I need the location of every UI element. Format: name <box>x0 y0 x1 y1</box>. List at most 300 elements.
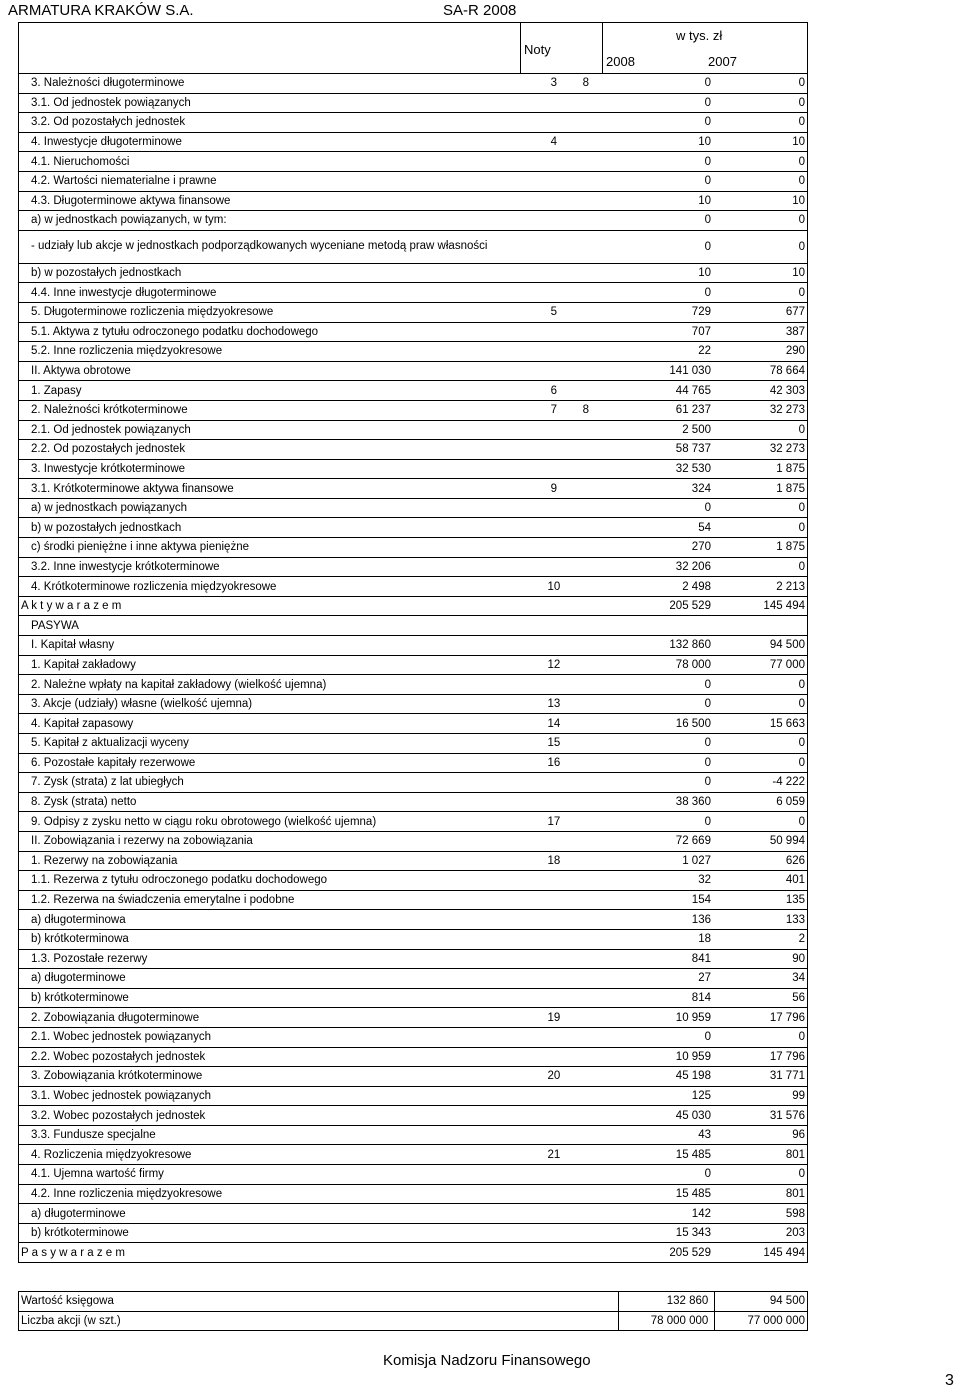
row-notes <box>536 1067 623 1087</box>
row-notes <box>536 171 623 191</box>
table-row <box>19 361 808 381</box>
year1-header: 2008 <box>606 54 635 69</box>
value-2008: 136 <box>623 910 717 930</box>
row-label: 4. Krótkoterminowe rozliczenia międzyokresowe <box>19 577 536 597</box>
row-label: 2.2. Od pozostałych jednostek <box>19 440 536 460</box>
value-2008: 10 <box>623 191 717 211</box>
value-2008: 205 529 <box>623 596 717 616</box>
row-notes <box>536 420 623 440</box>
note-ref: 20 <box>547 1070 561 1083</box>
row-label: a) w jednostkach powiązanych <box>19 498 536 518</box>
table-row <box>19 263 808 283</box>
row-notes <box>536 734 623 754</box>
value-2007: 2 213 <box>717 577 808 597</box>
note-ref: 14 <box>547 717 561 730</box>
row-label: 4. Kapitał zapasowy <box>19 714 536 734</box>
value-2007: 133 <box>717 910 808 930</box>
row-label: 1. Zapasy <box>19 381 536 401</box>
row-notes <box>536 792 623 812</box>
table-row <box>19 538 808 558</box>
value-2007: 6 059 <box>717 792 808 812</box>
table-row <box>19 890 808 910</box>
row-label: b) krótkoterminowe <box>19 988 536 1008</box>
row-label: 4.4. Inne inwestycje długoterminowe <box>19 283 536 303</box>
value-2007: 0 <box>717 518 808 538</box>
table-row <box>19 171 808 191</box>
table-row <box>19 577 808 597</box>
value-2007: 1 875 <box>717 479 808 499</box>
table-row <box>19 988 808 1008</box>
row-label: a) w jednostkach powiązanych, w tym: <box>19 211 536 231</box>
value-2007: 0 <box>717 230 808 263</box>
row-label: 5. Długoterminowe rozliczenia międzyokresowe <box>19 302 536 322</box>
row-label: 3. Należności długoterminowe <box>19 74 536 93</box>
value-2007: 32 273 <box>717 400 808 420</box>
row-notes <box>536 1106 623 1126</box>
value-2008: 18 <box>623 929 717 949</box>
unit-header: w tys. zł <box>676 28 723 43</box>
note-ref: 16 <box>547 756 561 769</box>
row-notes <box>536 1184 623 1204</box>
row-notes <box>536 322 623 342</box>
note-ref: 19 <box>547 1011 561 1024</box>
value-2008: 58 737 <box>623 440 717 460</box>
row-notes <box>536 93 623 113</box>
value-2008: 125 <box>623 1086 717 1106</box>
value-2008: 45 030 <box>623 1106 717 1126</box>
row-label: 4. Inwestycje długoterminowe <box>19 132 536 152</box>
value-2008: 0 <box>623 1027 717 1047</box>
value-2008: 22 <box>623 342 717 362</box>
table-row <box>19 1067 808 1087</box>
value-2007: 0 <box>717 171 808 191</box>
row-label: 1. Kapitał zakładowy <box>19 655 536 675</box>
value-2007: 0 <box>717 74 808 93</box>
row-notes <box>536 1165 623 1185</box>
row-notes <box>536 1086 623 1106</box>
value-2007: 1 875 <box>717 538 808 558</box>
row-label: 2.2. Wobec pozostałych jednostek <box>19 1047 536 1067</box>
table-row <box>19 322 808 342</box>
row-label: 3.2. Od pozostałych jednostek <box>19 113 536 133</box>
value-2007: 0 <box>717 675 808 695</box>
row-label: 2. Zobowiązania długoterminowe <box>19 1008 536 1028</box>
row-label: 9. Odpisy z zysku netto w ciągu roku obrotowego (wielkość ujemna) <box>19 812 536 832</box>
row-notes <box>536 113 623 133</box>
value-2008: 0 <box>623 113 717 133</box>
row-notes <box>536 230 623 263</box>
value-2007 <box>717 616 808 636</box>
row-label: b) w pozostałych jednostkach <box>19 263 536 283</box>
table-row <box>19 1165 808 1185</box>
row-label: 3. Zobowiązania krótkoterminowe <box>19 1067 536 1087</box>
value-2007: 50 994 <box>717 831 808 851</box>
table-row <box>19 969 808 989</box>
value-2007: 801 <box>717 1184 808 1204</box>
summary-row <box>19 1311 808 1331</box>
notes-header: Noty <box>524 42 551 57</box>
table-row <box>19 113 808 133</box>
note-ref: 6 <box>550 384 558 397</box>
note-ref: 12 <box>547 658 561 671</box>
row-notes <box>536 459 623 479</box>
table-row <box>19 694 808 714</box>
row-label: 5. Kapitał z aktualizacji wyceny <box>19 734 536 754</box>
table-row <box>19 381 808 401</box>
table-row <box>19 792 808 812</box>
value-2008: 0 <box>623 211 717 231</box>
value-2007: 0 <box>717 420 808 440</box>
row-label: 4.3. Długoterminowe aktywa finansowe <box>19 191 536 211</box>
row-notes <box>536 1243 623 1263</box>
value-2008: 324 <box>623 479 717 499</box>
row-notes <box>536 302 623 322</box>
value-2007: 10 <box>717 132 808 152</box>
value-2007: 0 <box>717 283 808 303</box>
table-row <box>19 440 808 460</box>
value-2007: 0 <box>717 1027 808 1047</box>
value-2007: 0 <box>717 1165 808 1185</box>
table-row <box>19 302 808 322</box>
table-row <box>19 1223 808 1243</box>
value-2007: 17 796 <box>717 1047 808 1067</box>
row-label: 1.2. Rezerwa na świadczenia emerytalne i podobne <box>19 890 536 910</box>
summary-value-2008: 132 860 <box>618 1292 715 1312</box>
value-2007: 145 494 <box>717 1243 808 1263</box>
row-label: P a s y w a r a z e m <box>19 1243 536 1263</box>
table-row <box>19 283 808 303</box>
row-notes <box>536 1145 623 1165</box>
summary-value-2007: 94 500 <box>715 1292 808 1312</box>
row-notes <box>536 211 623 231</box>
value-2008: 707 <box>623 322 717 342</box>
table-row <box>19 851 808 871</box>
value-2007: 32 273 <box>717 440 808 460</box>
note-ref: 9 <box>550 482 558 495</box>
table-row <box>19 342 808 362</box>
table-row <box>19 636 808 656</box>
balance-sheet-table <box>18 74 808 1263</box>
row-label: 2.1. Wobec jednostek powiązanych <box>19 1027 536 1047</box>
value-2008: 32 530 <box>623 459 717 479</box>
table-row <box>19 459 808 479</box>
row-notes <box>536 1047 623 1067</box>
row-label: 1. Rezerwy na zobowiązania <box>19 851 536 871</box>
value-2007: 801 <box>717 1145 808 1165</box>
value-2008: 32 <box>623 871 717 891</box>
value-2007: 387 <box>717 322 808 342</box>
row-label: 3. Inwestycje krótkoterminowe <box>19 459 536 479</box>
value-2008: 15 343 <box>623 1223 717 1243</box>
table-row <box>19 132 808 152</box>
value-2008: 0 <box>623 1165 717 1185</box>
value-2008: 0 <box>623 753 717 773</box>
value-2007: 0 <box>717 498 808 518</box>
value-2007: 0 <box>717 812 808 832</box>
value-2007: 290 <box>717 342 808 362</box>
value-2008: 0 <box>623 498 717 518</box>
table-row <box>19 655 808 675</box>
table-row <box>19 230 808 263</box>
value-2008: 16 500 <box>623 714 717 734</box>
row-notes <box>536 381 623 401</box>
table-row <box>19 400 808 420</box>
value-2008: 0 <box>623 152 717 172</box>
row-notes <box>536 714 623 734</box>
value-2007: 0 <box>717 753 808 773</box>
table-row <box>19 753 808 773</box>
row-notes <box>536 812 623 832</box>
row-label: II. Aktywa obrotowe <box>19 361 536 381</box>
value-2007: 0 <box>717 557 808 577</box>
value-2007: -4 222 <box>717 773 808 793</box>
value-2007: 0 <box>717 694 808 714</box>
value-2007: 56 <box>717 988 808 1008</box>
row-label: 3.2. Inne inwestycje krótkoterminowe <box>19 557 536 577</box>
table-row <box>19 871 808 891</box>
row-label: 4. Rozliczenia międzyokresowe <box>19 1145 536 1165</box>
row-label: 5.2. Inne rozliczenia międzyokresowe <box>19 342 536 362</box>
table-row <box>19 1008 808 1028</box>
note-ref: 10 <box>547 580 561 593</box>
value-2008: 10 <box>623 263 717 283</box>
table-row <box>19 773 808 793</box>
row-label: a) długoterminowe <box>19 1204 536 1224</box>
value-2008: 814 <box>623 988 717 1008</box>
value-2008: 729 <box>623 302 717 322</box>
value-2008: 205 529 <box>623 1243 717 1263</box>
row-notes <box>536 616 623 636</box>
table-row <box>19 910 808 930</box>
note-ref-secondary: 8 <box>582 404 590 417</box>
row-notes <box>536 152 623 172</box>
value-2007: 0 <box>717 734 808 754</box>
page-number: 3 <box>945 1372 954 1389</box>
row-label: 6. Pozostałe kapitały rezerwowe <box>19 753 536 773</box>
row-notes <box>536 263 623 283</box>
row-notes <box>536 851 623 871</box>
value-2008: 15 485 <box>623 1145 717 1165</box>
value-2007: 677 <box>717 302 808 322</box>
value-2007: 99 <box>717 1086 808 1106</box>
table-row <box>19 1184 808 1204</box>
table-row <box>19 1086 808 1106</box>
value-2008: 78 000 <box>623 655 717 675</box>
value-2008: 0 <box>623 675 717 695</box>
row-notes <box>536 577 623 597</box>
table-row <box>19 74 808 93</box>
table-row <box>19 831 808 851</box>
value-2007: 598 <box>717 1204 808 1224</box>
table-row <box>19 93 808 113</box>
table-row <box>19 152 808 172</box>
row-notes <box>536 518 623 538</box>
value-2008: 27 <box>623 969 717 989</box>
value-2007: 0 <box>717 113 808 133</box>
table-row <box>19 616 808 636</box>
column-header <box>18 22 808 74</box>
value-2007: 145 494 <box>717 596 808 616</box>
row-label: A k t y w a r a z e m <box>19 596 536 616</box>
value-2008: 141 030 <box>623 361 717 381</box>
table-row <box>19 714 808 734</box>
value-2008: 0 <box>623 171 717 191</box>
value-2007: 77 000 <box>717 655 808 675</box>
value-2008: 132 860 <box>623 636 717 656</box>
value-2008: 44 765 <box>623 381 717 401</box>
row-notes <box>536 871 623 891</box>
value-2008: 0 <box>623 74 717 93</box>
value-2008: 0 <box>623 812 717 832</box>
row-notes <box>536 132 623 152</box>
row-label: 3.2. Wobec pozostałych jednostek <box>19 1106 536 1126</box>
row-label: a) długoterminowe <box>19 969 536 989</box>
summary-table <box>18 1291 808 1331</box>
row-notes <box>536 283 623 303</box>
report-code: SA-R 2008 <box>443 2 517 19</box>
table-row <box>19 191 808 211</box>
table-row <box>19 1027 808 1047</box>
row-notes <box>536 479 623 499</box>
row-label: a) długoterminowa <box>19 910 536 930</box>
note-ref: 21 <box>547 1148 561 1161</box>
value-2008: 0 <box>623 773 717 793</box>
table-row <box>19 518 808 538</box>
row-notes <box>536 1027 623 1047</box>
value-2007: 96 <box>717 1125 808 1145</box>
row-notes <box>536 949 623 969</box>
value-2007: 203 <box>717 1223 808 1243</box>
value-2008: 2 500 <box>623 420 717 440</box>
table-row <box>19 1047 808 1067</box>
row-notes <box>536 1223 623 1243</box>
note-ref: 5 <box>550 306 558 319</box>
row-label: 7. Zysk (strata) z lat ubiegłych <box>19 773 536 793</box>
row-notes <box>536 1008 623 1028</box>
table-row <box>19 929 808 949</box>
summary-value-2007: 77 000 000 <box>715 1311 808 1331</box>
summary-label: Wartość księgowa <box>19 1292 619 1312</box>
value-2007: 0 <box>717 152 808 172</box>
row-label: 2.1. Od jednostek powiązanych <box>19 420 536 440</box>
value-2007: 15 663 <box>717 714 808 734</box>
row-notes <box>536 557 623 577</box>
row-notes <box>536 596 623 616</box>
table-row <box>19 675 808 695</box>
row-notes <box>536 694 623 714</box>
table-row <box>19 498 808 518</box>
table-row <box>19 557 808 577</box>
row-notes <box>536 191 623 211</box>
row-notes <box>536 969 623 989</box>
table-row <box>19 1145 808 1165</box>
row-label: b) krótkoterminowa <box>19 929 536 949</box>
summary-row <box>19 1292 808 1312</box>
row-label: 4.2. Inne rozliczenia międzyokresowe <box>19 1184 536 1204</box>
row-notes <box>536 773 623 793</box>
value-2008: 0 <box>623 283 717 303</box>
row-notes <box>536 753 623 773</box>
footer-org: Komisja Nadzoru Finansowego <box>383 1352 591 1369</box>
row-notes <box>536 498 623 518</box>
value-2008: 2 498 <box>623 577 717 597</box>
row-notes <box>536 910 623 930</box>
value-2007: 0 <box>717 211 808 231</box>
row-label: 3. Akcje (udziały) własne (wielkość ujemna) <box>19 694 536 714</box>
value-2007: 10 <box>717 191 808 211</box>
row-label: 2. Należne wpłaty na kapitał zakładowy (wielkość ujemna) <box>19 675 536 695</box>
value-2008: 54 <box>623 518 717 538</box>
table-row <box>19 420 808 440</box>
row-notes <box>536 988 623 1008</box>
row-label: 3.1. Od jednostek powiązanych <box>19 93 536 113</box>
row-notes <box>536 675 623 695</box>
row-label: b) krótkoterminowe <box>19 1223 536 1243</box>
value-2008: 0 <box>623 93 717 113</box>
note-ref: 15 <box>547 737 561 750</box>
row-notes <box>536 636 623 656</box>
row-notes <box>536 655 623 675</box>
note-ref: 13 <box>547 698 561 711</box>
note-ref: 18 <box>547 854 561 867</box>
table-row <box>19 1125 808 1145</box>
row-label: 1.1. Rezerwa z tytułu odroczonego podatku dochodowego <box>19 871 536 891</box>
row-label: c) środki pieniężne i inne aktywa pieniężne <box>19 538 536 558</box>
table-row <box>19 812 808 832</box>
value-2007: 0 <box>717 93 808 113</box>
row-label: 1.3. Pozostałe rezerwy <box>19 949 536 969</box>
row-label: 3.1. Krótkoterminowe aktywa finansowe <box>19 479 536 499</box>
row-label: II. Zobowiązania i rezerwy na zobowiązania <box>19 831 536 851</box>
row-notes <box>536 1204 623 1224</box>
summary-value-2008: 78 000 000 <box>618 1311 715 1331</box>
value-2008 <box>623 616 717 636</box>
row-label: 5.1. Aktywa z tytułu odroczonego podatku dochodowego <box>19 322 536 342</box>
value-2008: 0 <box>623 230 717 263</box>
value-2007: 90 <box>717 949 808 969</box>
value-2007: 78 664 <box>717 361 808 381</box>
row-label: 4.1. Ujemna wartość firmy <box>19 1165 536 1185</box>
row-notes <box>536 1125 623 1145</box>
note-ref: 17 <box>547 815 561 828</box>
value-2008: 10 959 <box>623 1008 717 1028</box>
note-ref: 3 <box>550 77 558 90</box>
value-2007: 31 771 <box>717 1067 808 1087</box>
value-2007: 17 796 <box>717 1008 808 1028</box>
company-name: ARMATURA KRAKÓW S.A. <box>8 2 194 19</box>
row-notes <box>536 400 623 420</box>
value-2007: 626 <box>717 851 808 871</box>
table-row <box>19 1243 808 1263</box>
row-notes <box>536 831 623 851</box>
table-row <box>19 1204 808 1224</box>
value-2008: 841 <box>623 949 717 969</box>
value-2007: 94 500 <box>717 636 808 656</box>
row-label: 8. Zysk (strata) netto <box>19 792 536 812</box>
table-row <box>19 479 808 499</box>
value-2008: 0 <box>623 694 717 714</box>
row-label: PASYWA <box>19 616 536 636</box>
row-label: b) w pozostałych jednostkach <box>19 518 536 538</box>
value-2007: 1 875 <box>717 459 808 479</box>
row-notes <box>536 361 623 381</box>
table-row <box>19 734 808 754</box>
row-label: 3.3. Fundusze specjalne <box>19 1125 536 1145</box>
row-notes <box>536 929 623 949</box>
value-2007: 2 <box>717 929 808 949</box>
value-2007: 31 576 <box>717 1106 808 1126</box>
value-2008: 45 198 <box>623 1067 717 1087</box>
